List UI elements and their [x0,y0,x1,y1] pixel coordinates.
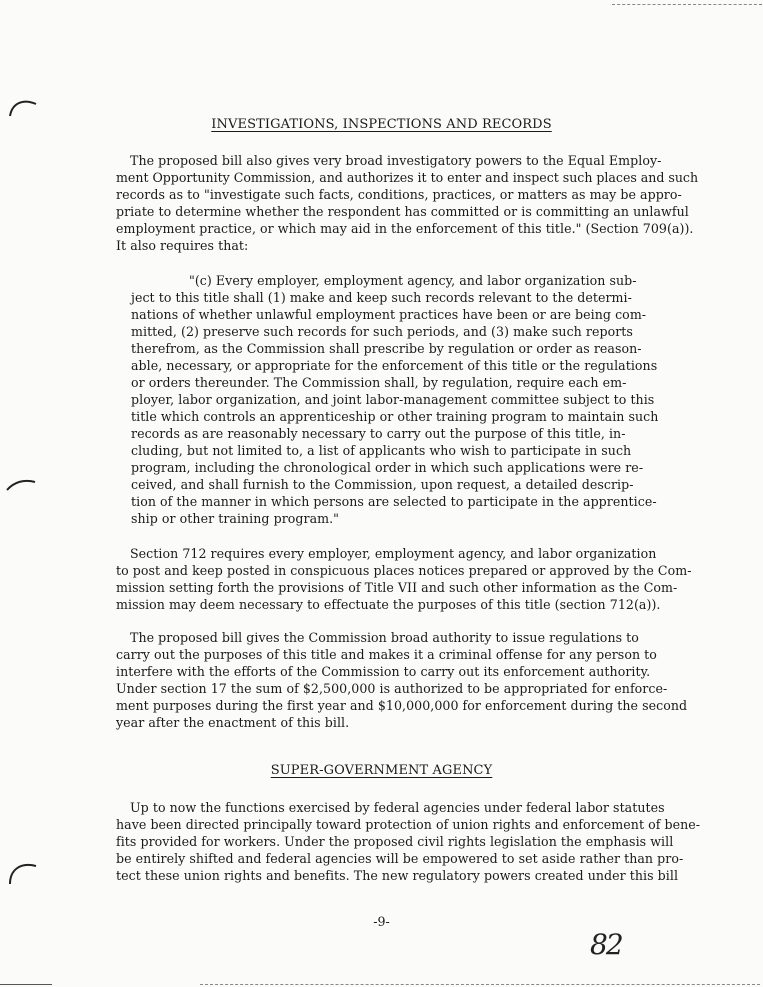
text-line: interfere with the efforts of the Commission to carry out its enforcement authority. [116,664,651,679]
text-line: tion of the manner in which persons are selected to participate in the apprentice- [131,494,657,509]
text-line: "(c) Every employer, employment agency, and labor organization sub- [189,273,637,288]
paragraph-federal-agencies [116,799,702,884]
top-edge-dashes [612,4,762,5]
section-heading-investigations: INVESTIGATIONS, INSPECTIONS AND RECORDS [211,117,552,132]
text-line: therefrom, as the Commission shall prescribe by regulation or order as reason- [131,341,642,356]
text-line: priate to determine whether the respondent has committed or is committing an unlawful [116,204,689,219]
text-line: be entirely shifted and federal agencies will be empowered to set aside rather than pro- [116,851,684,866]
bottom-edge-dashes [200,984,760,985]
text-line: carry out the purposes of this title and makes it a criminal offense for any person to [116,647,657,662]
text-line: Section 712 requires every employer, employment agency, and labor organization [130,546,657,561]
text-line: Up to now the functions exercised by federal agencies under federal labor statutes [130,800,665,815]
text-line: program, including the chronological order in which such applications were re- [131,460,644,475]
text-line: to post and keep posted in conspicuous places notices prepared or approved by the Com- [116,563,692,578]
paragraph-section-712 [116,545,702,613]
text-line: mission setting forth the provisions of Title VII and such other information as the Com- [116,580,678,595]
text-line: year after the enactment of this bill. [116,715,350,730]
text-line: ment purposes during the first year and $10,000,000 for enforcement during the second [116,698,688,713]
text-line: tect these union rights and benefits. The new regulatory powers created under this bill [116,868,679,883]
text-line: ceived, and shall furnish to the Commission, upon request, a detailed descrip- [131,477,634,492]
text-line: The proposed bill also gives very broad investigatory powers to the Equal Employ- [130,153,662,168]
text-line: title which controls an apprenticeship or other training program to maintain such [131,409,659,424]
text-line: ment Opportunity Commission, and authorizes it to enter and inspect such places and such [116,170,699,185]
text-line: records as to "investigate such facts, conditions, practices, or matters as may be appro- [116,187,682,202]
margin-mark-bottom [6,858,40,886]
paragraph-commission-authority [116,629,702,731]
text-line: records as are reasonably necessary to carry out the purpose of this title, in- [131,426,626,441]
text-line: mitted, (2) preserve such records for such periods, and (3) make such reports [131,324,633,339]
text-line: employment practice, or which may aid in the enforcement of this title." (Section 709(a)). [116,221,694,236]
text-line: The proposed bill gives the Commission broad authority to issue regulations to [130,630,639,645]
text-line: ployer, labor organization, and joint labor-management committee subject to this [131,392,655,407]
text-line: ship or other training program." [131,511,340,526]
section-heading-super-government: SUPER-GOVERNMENT AGENCY [270,763,493,778]
margin-mark-top [6,96,40,118]
text-line: Under section 17 the sum of $2,500,000 is authorized to be appropriated for enforce- [116,681,668,696]
text-line: mission may deem necessary to effectuate the purposes of this title (section 712(a)). [116,597,661,612]
text-line: have been directed principally toward protection of union rights and enforcement of bene- [116,817,701,832]
paragraph-investigatory-powers [116,152,702,254]
text-line: nations of whether unlawful employment practices have been or are being com- [131,307,647,322]
handwritten-page-number: 82 [590,928,622,961]
text-line: It also requires that: [116,238,249,253]
bottom-edge-line-left [0,984,52,985]
text-line: ject to this title shall (1) make and keep such records relevant to the determi- [131,290,632,305]
block-quote-section-709c [131,272,693,527]
margin-mark-middle [4,476,38,492]
text-line: able, necessary, or appropriate for the enforcement of this title or the regulations [131,358,658,373]
text-line: cluding, but not limited to, a list of applicants who wish to participate in such [131,443,632,458]
text-line: or orders thereunder. The Commission shall, by regulation, require each em- [131,375,627,390]
text-line: fits provided for workers. Under the proposed civil rights legislation the emphasis will [116,834,674,849]
page-number: -9- [373,914,390,929]
